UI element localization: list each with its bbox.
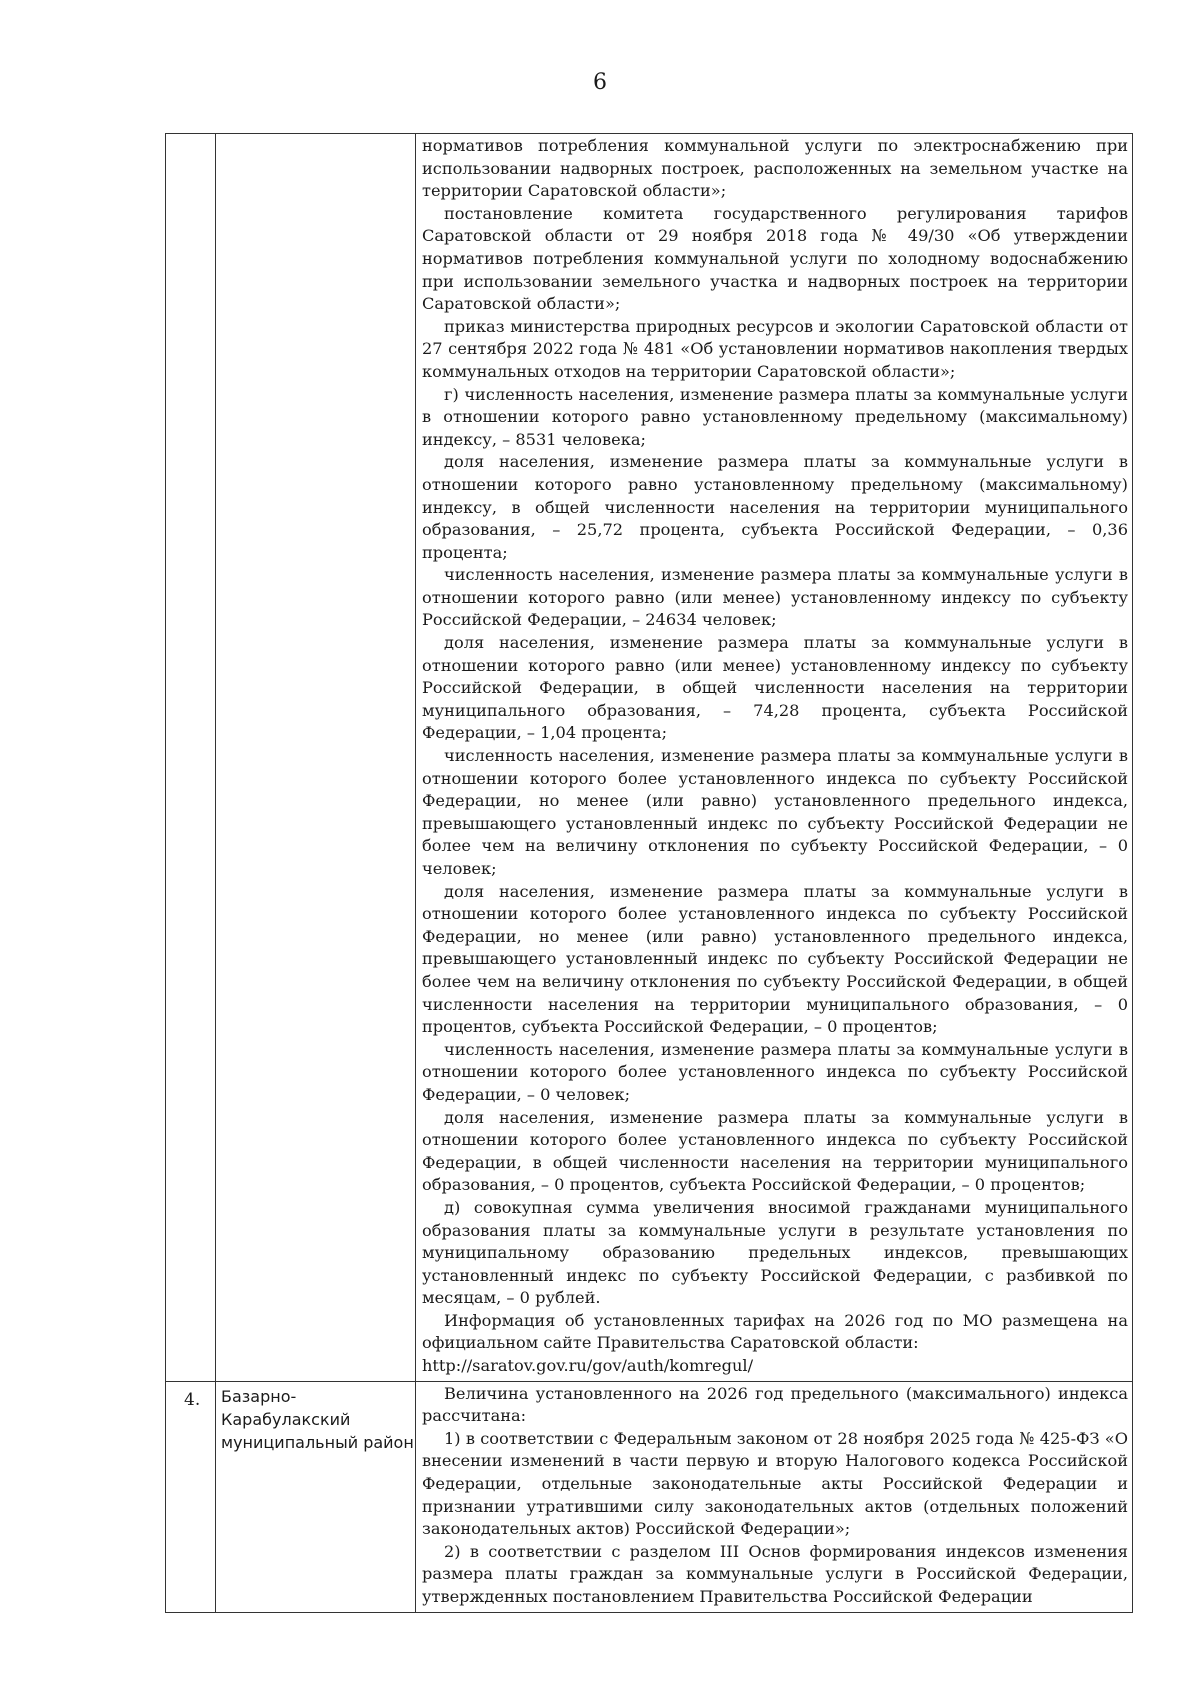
row-number-cell bbox=[166, 134, 216, 1382]
paragraph: численность населения, изменение размера платы за коммунальные услуги в отношении которого более установленного индекса по субъекту Российской Федерации, – 0 человек; bbox=[422, 1039, 1128, 1104]
paragraph: г) численность населения, изменение размера платы за коммунальные услуги в отношении которого равно установленному предельному (максимальному) индексу, – 8531 человека; bbox=[422, 384, 1128, 449]
komregul-link[interactable]: http://saratov.gov.ru/gov/auth/komregul/ bbox=[422, 1356, 754, 1376]
paragraph: 1) в соответствии с Федеральным законом от 28 ноября 2025 года № 425-ФЗ «О внесении изменений в части первую и вторую Налогового кодекса Российской Федерации, отдельные законодательные акты Российской Федерации и признании утратившими силу законодательных актов (отдельных положений законодательных актов) Российской Федерации»; bbox=[422, 1428, 1128, 1539]
district-name-line: муниципальный район bbox=[221, 1432, 414, 1452]
description-cell bbox=[416, 134, 1133, 1382]
description-cell bbox=[416, 1381, 1133, 1612]
district-name bbox=[216, 1381, 416, 1612]
paragraph: численность населения, изменение размера платы за коммунальные услуги в отношении которого более установленного индекса по субъекту Российской Федерации, но менее (или равно) установленного предельного индекса, превышающего установленный индекс по субъекту Российской Федерации не более чем на величину отклонения по субъекту Российской Федерации, – 0 человек; bbox=[422, 746, 1128, 878]
table-row-continuation bbox=[166, 134, 1133, 1382]
district-name-cell bbox=[216, 134, 416, 1382]
paragraph: доля населения, изменение размера платы за коммунальные услуги в отношении которого равно (или менее) установленному индексу по субъекту Российской Федерации, в общей численности населения на территории муниципального образования, – 74,28 процента, субъекта Российской Федерации, – 1,04 процента; bbox=[422, 633, 1128, 743]
row-number: 4. bbox=[166, 1381, 216, 1612]
paragraph: доля населения, изменение размера платы за коммунальные услуги в отношении которого более установленного индекса по субъекту Российской Федерации, в общей численности населения на территории муниципального образования, – 0 процентов, субъекта Российской Федерации, – 0 процентов; bbox=[422, 1107, 1128, 1195]
paragraph: приказ министерства природных ресурсов и экологии Саратовской области от 27 сентября 2022 года № 481 «Об установлении нормативов накопления твердых коммунальных отходов на территории Саратовской области»; bbox=[422, 316, 1128, 381]
paragraph: доля населения, изменение размера платы за коммунальные услуги в отношении которого равно установленному предельному (максимальному) индексу, в общей численности населения на территории муниципального образования, – 25,72 процента, субъекта Российской Федерации, – 0,36 процента; bbox=[422, 452, 1128, 562]
paragraph: д) совокупная сумма увеличения вносимой гражданами муниципального образования платы за коммунальные услуги в результате установления по муниципальному образованию предельных индексов, превышающих установленный индекс по субъекту Российской Федерации, с разбивкой по месяцам, – 0 рублей. bbox=[422, 1197, 1128, 1308]
paragraph: Информация об установленных тарифах на 2026 год по МО размещена на официальном сайте Правительства Саратовской области: bbox=[422, 1310, 1128, 1353]
paragraph: численность населения, изменение размера платы за коммунальные услуги в отношении которого равно (или менее) установленному индексу по субъекту Российской Федерации, – 24634 человек; bbox=[422, 565, 1128, 630]
index-table bbox=[165, 133, 1133, 1613]
paragraph: доля населения, изменение размера платы за коммунальные услуги в отношении которого более установленного индекса по субъекту Российской Федерации, но менее (или равно) установленного предельного индекса, превышающего установленный индекс по субъекту Российской Федерации не более чем на величину отклонения по субъекту Российской Федерации, в общей численности населения на территории муниципального образования, – 0 процентов, субъекта Российской Федерации, – 0 процентов; bbox=[422, 881, 1128, 1037]
paragraph: 2) в соответствии с разделом III Основ формирования индексов изменения размера платы граждан за коммунальные услуги в Российской Федерации, утвержденных постановлением Правительства Российской Федерации bbox=[422, 1541, 1128, 1606]
paragraph: постановление комитета государственного регулирования тарифов Саратовской области от 29 ноября 2018 года № 49/30 «Об утверждении нормативов потребления коммунальной услуги по холодному водоснабжению при использовании земельного участка и надворных построек на территории Саратовской области»; bbox=[422, 203, 1128, 314]
paragraph: Величина установленного на 2026 год предельного (максимального) индекса рассчитана: bbox=[422, 1383, 1128, 1426]
district-name-line: Карабулакский bbox=[221, 1409, 351, 1429]
paragraph: нормативов потребления коммунальной услуги по электроснабжению при использовании надворных построек, расположенных на земельном участке на территории Саратовской области»; bbox=[422, 136, 1128, 201]
district-name-line: Базарно- bbox=[221, 1386, 297, 1406]
page-number: 6 bbox=[593, 70, 607, 95]
table-row-4 bbox=[166, 1381, 1133, 1612]
